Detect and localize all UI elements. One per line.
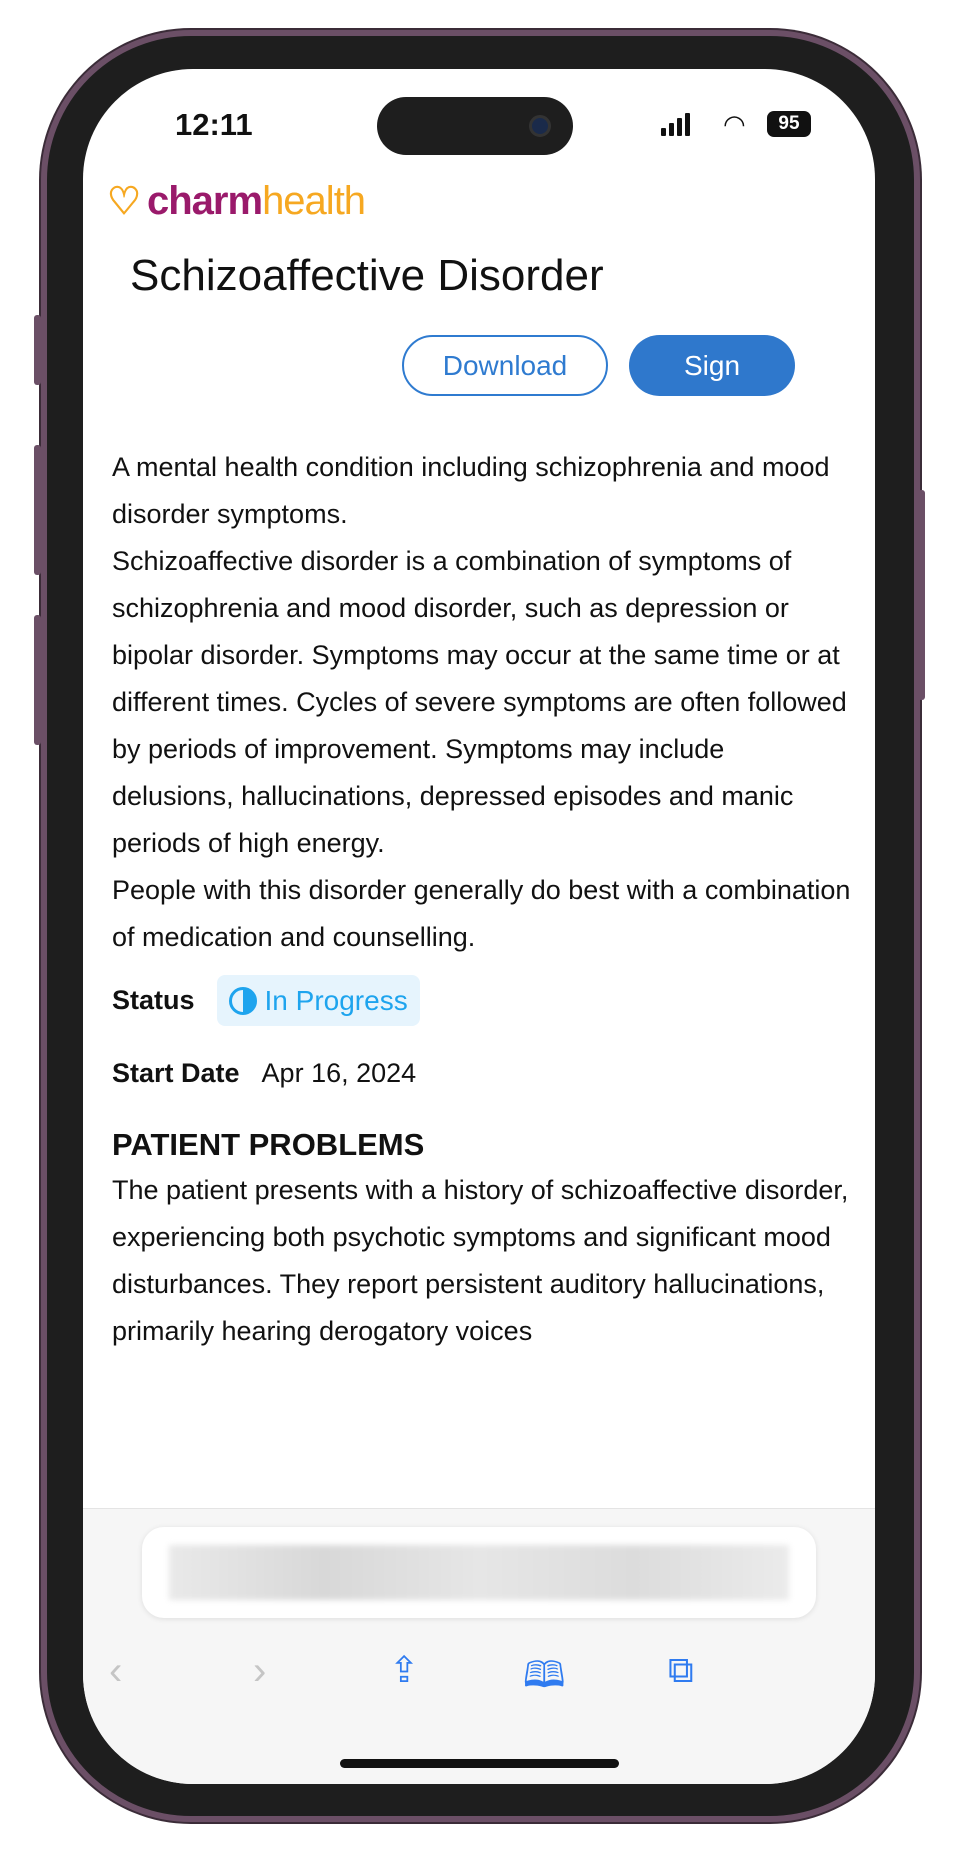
- patient-problems-heading: PATIENT PROBLEMS: [112, 1127, 425, 1162]
- bookmarks-icon[interactable]: 🕮: [523, 1654, 566, 1695]
- volume-up-button: [34, 445, 41, 575]
- address-bar[interactable]: [142, 1527, 816, 1618]
- start-date-row: [112, 1050, 852, 1097]
- page-content[interactable]: [83, 179, 875, 1467]
- status-bar: [83, 69, 875, 179]
- camera-icon: [529, 115, 551, 137]
- charmhealth-logo: [107, 179, 365, 224]
- battery-icon: 95: [767, 111, 811, 137]
- status-label: Status: [112, 985, 195, 1015]
- blurred-url: [169, 1545, 789, 1600]
- status-row: [112, 975, 852, 1026]
- progress-icon: [229, 987, 257, 1015]
- wifi-icon: ◠: [723, 109, 746, 139]
- clock: 12:11: [175, 107, 253, 142]
- volume-down-button: [34, 615, 41, 745]
- screen: [83, 69, 875, 1784]
- document-body: [112, 444, 852, 1355]
- signal-icon: [661, 113, 690, 136]
- description-line: People with this disorder generally do best with a combination of medication and counselling.: [112, 875, 851, 952]
- dynamic-island: [377, 97, 573, 155]
- logo-text-charm: charm: [147, 179, 263, 223]
- share-icon[interactable]: ⇪: [389, 1649, 420, 1690]
- patient-problems-text: The patient presents with a history of schizoaffective disorder, experiencing both psychotic symptoms and significant mood disturbances. They report persistent auditory hallucinations, primarily hearing derogatory voices: [112, 1175, 849, 1346]
- tabs-icon[interactable]: ⧉: [668, 1649, 694, 1690]
- description-line: A mental health condition including schizophrenia and mood disorder symptoms.: [112, 452, 830, 529]
- download-button[interactable]: Download: [402, 335, 608, 396]
- heart-logo-icon: ♡: [107, 180, 141, 223]
- forward-icon[interactable]: ›: [253, 1649, 267, 1693]
- browser-toolbar: [83, 1508, 875, 1784]
- start-date-label: Start Date: [112, 1058, 240, 1088]
- sign-button[interactable]: Sign: [629, 335, 795, 396]
- home-indicator[interactable]: [340, 1759, 619, 1768]
- back-icon[interactable]: ‹: [109, 1649, 123, 1693]
- status-value: In Progress: [264, 985, 408, 1016]
- description-paragraph: Schizoaffective disorder is a combination of symptoms of schizophrenia and mood disorder, such as depression or bipolar disorder. Symptoms may occur at the same time or at different times. Cycles of severe symptoms are often followed by periods of improvement. Symptoms may include delusions, hallucinations, depressed episodes and manic periods of high energy.: [112, 546, 847, 858]
- start-date-value: Apr 16, 2024: [261, 1058, 417, 1088]
- status-badge: [217, 975, 420, 1026]
- power-button: [918, 490, 925, 700]
- page-title: Schizoaffective Disorder: [130, 251, 604, 300]
- logo-text-health: health: [262, 179, 366, 223]
- mute-switch: [34, 315, 41, 385]
